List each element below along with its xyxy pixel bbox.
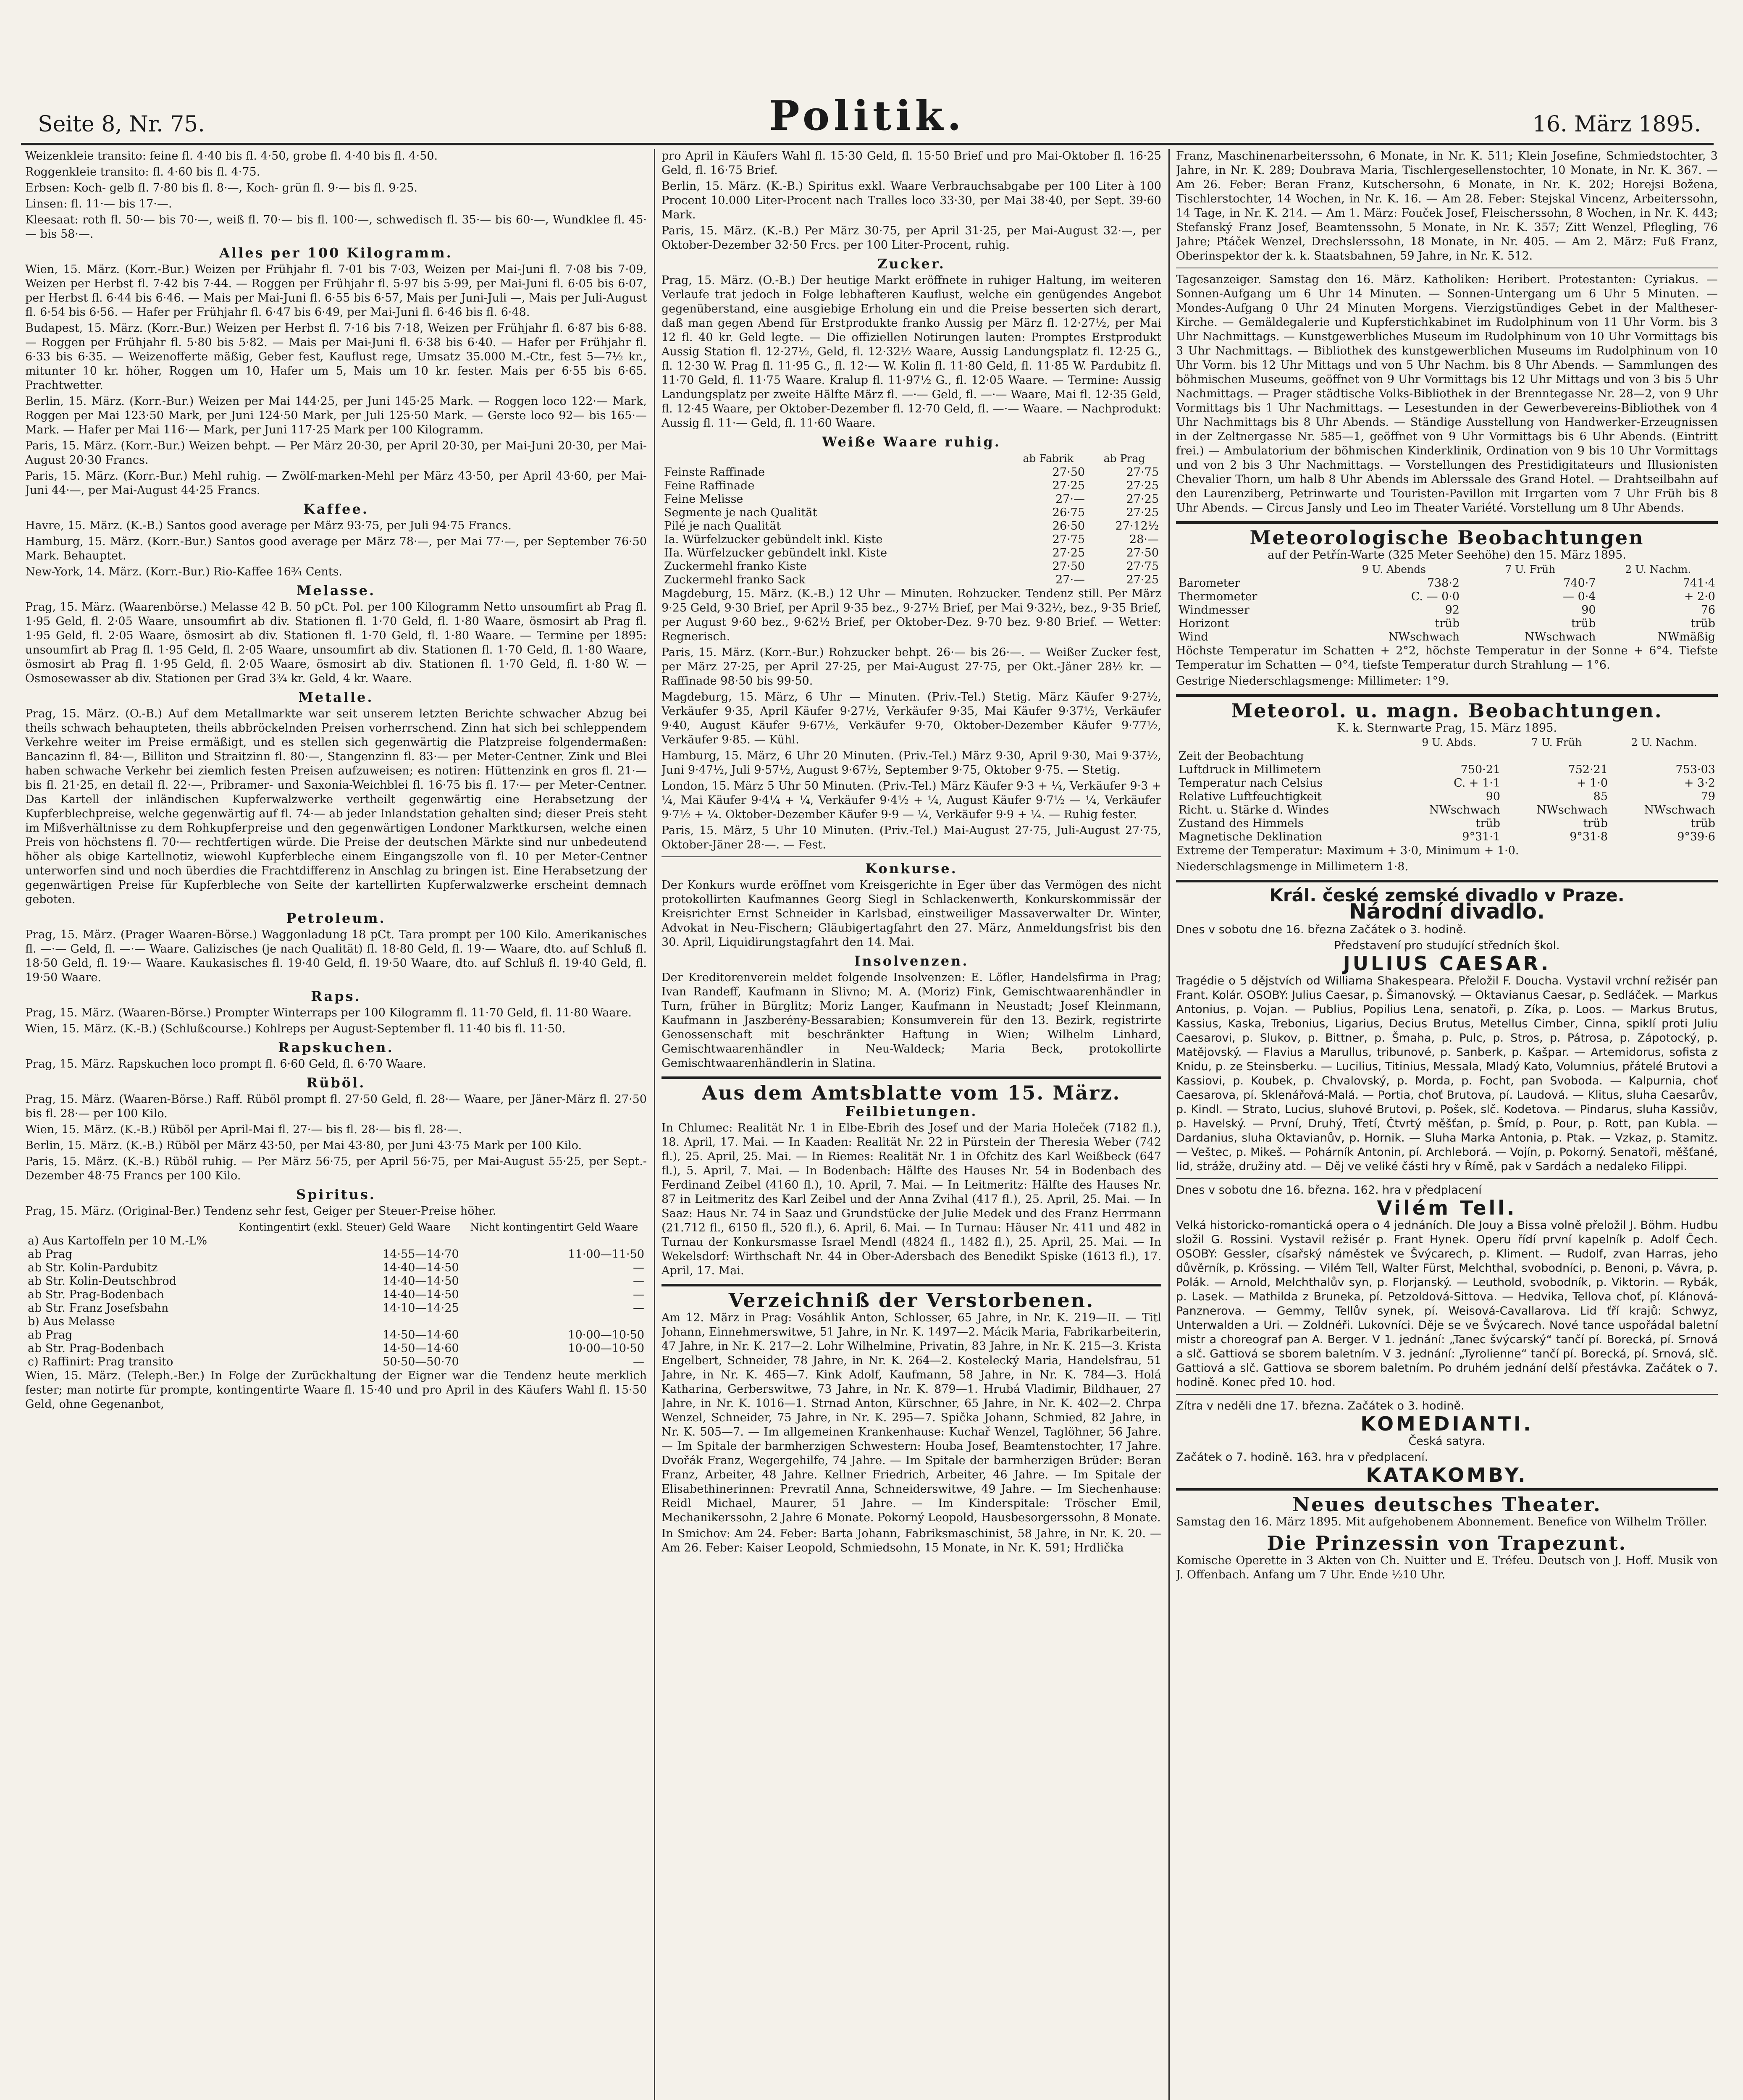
cell-value: 10·00—10·50 [568,1328,644,1341]
section-heading: Weiße Waare ruhig. [822,434,1001,450]
divider [1176,521,1718,524]
section-heading: Meteorologische Beobachtungen [1250,526,1644,549]
table-row [25,1315,647,1328]
table-row [1176,817,1718,830]
paragraph: Prag, 15. März. (O.-B.) Auf dem Metallmarkte war seit unserem letzten Berichte schwacher Abzug bei theils schwach behaupteten, theils abbröckelnden Preisen vorherrschend. Zinn hat sich bei schleppendem Verkehre weiter im Preise ermäßigt, und es stellen sich gegenwärtig die Platzpreise folgendermaßen: Bancazinn fl. 84·—, Billiton und Straitzinn fl. 80·—, Stangenzinn fl. 83·— per Meter-Centner. Zink und Blei haben schwache Verkehr bei ziemlich festen Preisen aufzuweisen; es notiren: Hüttenzink en gros fl. 21·— bis fl. 21·25, en detail fl. 22·—, Pribramer- und Saxonia-Weichblei fl. 16·75 bis fl. 17·— per Meter-Centner. Das Kartell der inländischen Kupferwalzwerke vertheilt gegenwärtig eine Herabsetzung der Kupferblechpreise, welche gegenwärtig auf fl. 74·— ab jeder Inlandstation gehalten sind; dieser Preis steht im Mißverhältnisse zu dem Rohkupferpreise und den gegenwärtigen Londoner Marktkursen, welche einen Preis von höchstens fl. 70·— rechtfertigen würde. Die Preise der deutschen Märkte sind nur unbedeutend höher als obige Kartellnotiz, wiewohl Kupferbleche einem Eingangszolle von fl. 10 per Meter-Centner unterworfen sind und noch überdies die Frachtdifferenz in Anschlag zu bringen ist. Eine Herabsetzung der gegenwärtigen Preise für Kupferbleche von Seite der kartellirten Kupferwalzwerke erscheint demnach geboten. [25,707,647,906]
paragraph: Budapest, 15. März. (Korr.-Bur.) Weizen per Herbst fl. 7·16 bis 7·18, Weizen per Frühjahr fl. 6·87 bis 6·88. — Roggen per Frühjahr fl. 5·80 bis 5·82. — Mais per Mai-Juni fl. 6·38 bis 6·40. — Hafer per Frühjahr fl. 6·33 bis 6·35. — Weizenofferte mäßig, Geber fest, Kauflust rege, Umsatz 35.000 M.-Ctr., fest 5—7½ kr., mitunter 10 kr. höher, Roggen um 10, Hafer um 5, Mais um 10 kr. fester. Mais per 6·55 bis 6·65. Prachtwetter. [25,322,647,392]
paragraph: Velká historicko-romantická opera o 4 jednáních. Dle Jouy a Bissa volně přeložil J. Böhm. Hudbu složil G. Rossini. Vystavil režisér p. Frant Hynek. Operu řídí první kapelník p. Adolf Čech. OSOBY: Gessler, císařský náměstek ve Švýcarech, p. Kliment. — Rudolf, zvan Harras, jeho důvěrník, p. Krössing. — Vilém Tell, Walter Fürst, Melchthal, svobodníci, p. Benoni, p. Vávra, p. Polák. — Arnold, Melchthalův syn, p. Florjanský. — Leuthold, svobodník, p. Viktorin. — Rybák, p. Lasek. — Mathilda z Bruneka, pí. Petzoldová-Sittova. — Hedvika, Tellova choť, pí. Klánová-Panznerova. — Gemmy, Tellův synek, pí. Weisová-Cavallarova. Lid ťří krajů: Schwyz, Unterwalden a Uri. — Zoldnéři. Lukovníci. Děje se ve Švýcarech. Nové tance uspořádal baletní mistr a choreograf pan A. Berger. V 1. jednání: „Tanec švýcarský“ tančí pí. Borecká, pí. Srnová a slč. Gattiová se sborem baletním. V 3. jednání: „Tyrolienne“ tančí pí. Borecká, pí. Srnová, slč. Gattiová a slč. Gattiova se sborem baletním. Po druhém jednání delší přestávka. Začátek o 7. hodině. Konec před 10. hod. [1176,1219,1718,1389]
table-row [25,1275,647,1288]
play-title: KATAKOMBY. [1366,1464,1528,1486]
theater-heading: Neues deutsches Theater. [1292,1493,1601,1516]
section-heading: Melasse. [296,583,376,598]
paragraph: Prag, 15. März. (Original-Ber.) Tendenz sehr fest, Geiger per Steuer-Preise höher. [25,1205,496,1218]
cell-value: 76 [1701,604,1715,617]
table-body [1176,750,1718,844]
table-row [25,1288,647,1302]
cell-value [1395,750,1503,763]
table-header-row [25,1220,647,1234]
cell-value: NWschwach [1644,803,1715,816]
cell-value: 27·25 [1126,479,1159,492]
meteo2-table [1176,735,1718,844]
row-label: Zuckermehl franko Sack [664,573,806,586]
cell-value: 28·— [1129,533,1159,546]
row-label: c) Raffinirt: Prag transito [28,1355,173,1368]
cell-value: 9°31·1 [1462,830,1501,843]
cell-value: 27·25 [1126,573,1159,586]
paragraph: Představení pro studující středních škol. [1334,939,1560,952]
section-heading: Alles per 100 Kilogramm. [219,245,453,261]
cell-value: NWschwach [1525,630,1596,643]
cell-value: 9°39·6 [1677,830,1715,843]
cell-value: trüb [1475,817,1501,830]
subheading: K. k. Sternwarte Prag, 15. März 1895. [1337,722,1557,735]
section-heading: Aus dem Amtsblatte vom 15. März. [702,1082,1121,1104]
table-row [25,1261,647,1275]
cell-value: 9°31·8 [1570,830,1608,843]
play-title: KOMEDIANTI. [1360,1412,1533,1435]
paragraph: Havre, 15. März. (K.-B.) Santos good average per März 93·75, per Juli 94·75 Francs. [25,519,512,532]
paragraph: Wien, 15. März. (K.-B.) (Schlußcourse.) Kohlreps per August-September fl. 11·40 bis fl. 11·50. [25,1022,566,1035]
cell-value: + 2·0 [1684,590,1715,603]
column-header: 7 U. Früh [1505,563,1556,575]
table-body [1176,577,1718,644]
paragraph: Paris, 15. März. (Korr.-Bur.) Mehl ruhig. — Zwölf-marken-Mehl per März 43·50, per April 43·60, per Mai-Juni 44·—, per Mai-August 44·25 Francs. [25,470,647,497]
paragraph: Berlin, 15. März. (Korr.-Bur.) Weizen per Mai 144·25, per Juni 145·25 Mark. — Roggen loco 122·— Mark, Roggen per Mai 123·50 Mark, per Juni 124·50 Mark, per Juli 125·50 Mark. — Gerste loco 92— bis 165·— Mark. — Hafer per Mai 116·— Mark, per Juni 117·25 Mark per 100 Kilogramm. [25,395,647,436]
cell-value: 11·00—11·50 [568,1248,644,1261]
cell-value: 14·55—14·70 [383,1248,459,1261]
paragraph: Magdeburg, 15. März, 6 Uhr — Minuten. (Priv.-Tel.) Stetig. März Käufer 9·27½, Verkäufer 9·35, April Käufer 9·27½, Verkäufer 9·35, Mai Käufer 9·37½, Verkäufer 9·40, August Käufer 9·67½, Verkäufer 9·70, Oktober-Dezember Käufer 9·77½, Verkäufer 9·85. — Kühl. [662,690,1161,746]
cell-value [228,1234,462,1248]
paragraph: Hamburg, 15. März. (Korr.-Bur.) Santos good average per März 78·—, per Mai 77·—, per September 76·50 Mark. Behauptet. [25,535,647,562]
row-label: Feinste Raffinade [664,466,765,479]
cell-value: 14·50—14·60 [383,1328,459,1341]
row-label: Zustand des Himmels [1179,817,1304,830]
row-label: ab Str. Kolin-Pardubitz [28,1261,158,1274]
paragraph: Weizenkleie transito: feine fl. 4·40 bis fl. 4·50, grobe fl. 4·40 bis fl. 4·50. [25,150,438,163]
section-title: Politik. [769,92,966,139]
cell-value [228,1315,462,1328]
table-row [662,520,1161,533]
cell-value: 738·2 [1427,577,1460,590]
row-label: Thermometer [1179,590,1257,603]
sugar-price-table [662,452,1161,587]
divider [1176,1488,1718,1491]
table-row [1176,604,1718,617]
section-heading: Metalle. [298,689,374,705]
cell-value: NWschwach [1388,630,1460,643]
cell-value: 14·10—14·25 [383,1302,459,1315]
cell-value: — [633,1275,644,1288]
cell-value: 79 [1701,790,1715,803]
cell-value: 27·50 [1052,560,1085,573]
row-label: Horizont [1179,617,1229,630]
row-label: Magnetische Deklination [1179,830,1323,843]
cell-value: 27·12½ [1115,520,1159,533]
paragraph: Zítra v neděli dne 17. března. Začátek o 3. hodině. [1176,1399,1465,1412]
meteo-table [1176,562,1718,644]
paragraph: Hamburg, 15. März, 6 Uhr 20 Minuten. (Priv.-Tel.) März 9·30, April 9·30, Mai 9·37½, Juni 9·47½, Juli 9·57½, August 9·67½, September 9·75, Oktober 9·75. — Stetig. [662,749,1161,777]
cell-value: 10·00—10·50 [568,1342,644,1355]
paragraph: pro April in Käufers Wahl fl. 15·30 Geld, fl. 15·50 Brief und pro Mai-Oktober fl. 16·25 Geld, fl. 16·75 Brief. [662,150,1161,177]
table-row [1176,590,1718,604]
cell-value: trüb [1690,817,1715,830]
paragraph: London, 15. März 5 Uhr 50 Minuten. (Priv.-Tel.) März Käufer 9·3 + ¼, Verkäufer 9·3 + ¼, Mai Käufer 9·4¼ + ¼, Verkäufer 9·4½ + ¼, August Käufer 9·7½ — ¼, Verkäufer 9·7½ + ¼. Oktober-Dezember Käufer 9·9 — ¼, Verkäufer 9·9 + ¼. — Ruhig fester. [662,780,1161,821]
paragraph: Magdeburg, 15. März. (K.-B.) 12 Uhr — Minuten. Rohzucker. Tendenz still. Per März 9·25 Geld, 9·30 Brief, per April 9·35 bez., 9·27½ Brief, per Mai 9·32½, bez., 9·35 Brief, per August 9·60 bez., 9·62½ Brief, per Oktober-Dez. 9·70 bez. 9·80 Brief. — Wetter: Regnerisch. [662,587,1161,643]
row-label: ab Str. Prag-Bodenbach [28,1288,164,1301]
column-header: 7 U. Früh [1531,736,1582,748]
paragraph: Berlin, 15. März. (K.-B.) Rüböl per März 43·50, per Mai 43·80, per Juni 43·75 Mark per 100 Kilo. [25,1139,582,1152]
play-title: JULIUS CAESAR. [1343,952,1551,975]
cell-value: — [633,1288,644,1301]
cell-value: NWschwach [1536,803,1608,816]
table-row [1176,777,1718,790]
table-row [662,533,1161,546]
cell-value: 92 [1445,604,1460,617]
paragraph: In Chlumec: Realität Nr. 1 in Elbe-Ebrih des Josef und der Maria Holeček (7182 fl.), 18. April, 17. Mai. — In Kaaden: Realität Nr. 22 in Pürstein der Theresia Weber (742 fl.), 25. April, 25. Mai. — In Riemes: Realität Nr. 1 in Ofchitz des Karl Weißbeck (647 fl.), 5. April, 7. Mai. — In Bodenbach: Hälfte des Hauses Nr. 54 in Bodenbach des Ferdinand Zeibel (4160 fl.), 10. April, 7. Mai. — In Leitmeritz: Hälfte des Hauses Nr. 87 in Leitmeritz des Karl Zeibel und der Anna Zvihal (417 fl.), 25. April, 25. Mai. — In Saaz: Haus Nr. 74 in Saaz und Grundstücke der Julie Medek und des Franz Herrmann (21.712 fl., 6150 fl., 520 fl.), 6. April, 6. Mai. — In Turnau: Häuser Nr. 411 und 482 in Turnau der Konkursmasse Israel Mendl (4824 fl., 1482 fl.), 25. April, 25. Mai. — In Wekelsdorf: Wirthschaft Nr. 44 in Ober-Adersbach des Benedikt Spiske (1613 fl.), 17. April, 17. Mai. [662,1121,1161,1277]
divider [1176,880,1718,882]
paragraph: Paris, 15. März. (Korr.-Bur.) Rohzucker behpt. 26·— bis 26·—. — Weißer Zucker fest, per März 27·25, per April 27·25, per Mai-August 27·75, per Okt.-Jäner 28½ kr. — Raffinade 98·50 bis 99·50. [662,646,1161,688]
cell-value: 14·40—14·50 [383,1261,459,1274]
row-label: Barometer [1179,577,1240,590]
divider [1176,1178,1718,1179]
paragraph: Dnes v sobotu dne 16. března. 162. hra v předplacení [1176,1184,1482,1197]
page-header [21,92,1714,145]
cell-value: + 3·2 [1684,777,1715,790]
table-row [1176,577,1718,590]
theater-heading: Král. české zemské divadlo v Praze. [1269,885,1625,906]
column-header: ab Prag [1103,452,1145,465]
cell-value: 27·25 [1052,546,1085,559]
section-heading: Meteorol. u. magn. Beobachtungen. [1231,699,1663,722]
row-label: IIa. Würfelzucker gebündelt inkl. Kiste [664,546,887,559]
paragraph: Prag, 15. März. (Prager Waaren-Börse.) Waggonladung 18 pCt. Tara prompt per 100 Kilo. Amerikanisches fl. —·— Geld, fl. —·— Waare. Galizisches (je nach Qualität) fl. 18·80 Geld, fl. 19·— Waare, dto. auf Schluß fl. 18·50 Geld, fl. 19·— Waare. Kaukasisches fl. 19·40 Geld, fl. 19·50 Waare, dto. auf Schluß fl. 19·40 Geld, fl. 19·50 Waare. [25,928,647,984]
row-label: ab Str. Prag-Bodenbach [28,1342,164,1355]
divider [662,1284,1161,1286]
column-1 [25,149,647,2100]
issue-date: 16. März 1895. [1532,112,1701,137]
table-row [25,1342,647,1355]
cell-value: 740·7 [1563,577,1596,590]
column-header: 2 U. Nachm. [1631,736,1697,748]
cell-value: 27·— [1055,573,1085,586]
paragraph: Wien, 15. März. (K.-B.) Rüböl per April-Mai fl. 27·— bis fl. 28·— bis fl. 28·—. [25,1123,462,1136]
table-row [1176,617,1718,630]
cell-value: trüb [1571,617,1596,630]
column-header: 9 U. Abends [1362,563,1426,575]
table-row [25,1302,647,1315]
paragraph: Wien, 15. März. (Teleph.-Ber.) In Folge der Zurückhaltung der Eigner war die Tendenz heute merklich fester; man notirte für prompte, kontingentirte Waare fl. 15·40 und pro April in des Käufers Wahl fl. 15·50 Geld, ohne Gegenanbot, [25,1369,647,1411]
paragraph: In Smichov: Am 24. Feber: Barta Johann, Fabriksmaschinist, 58 Jahre, in Nr. K. 20. — Am 26. Feber: Kaiser Leopold, Schmiedsohn, 15 Monate, in Nr. K. 591; Hrdlička [662,1527,1161,1554]
paragraph: Höchste Temperatur im Schatten + 2°2, höchste Temperatur in der Sonne + 6°4. Tiefste Temperatur im Schatten — 0°4, tiefste Temperatur durch Strahlung — 1°6. [1176,644,1718,672]
column-header: 2 U. Nachm. [1625,563,1691,575]
column-header: ab Fabrik [1023,452,1074,465]
table-row [1176,763,1718,777]
paragraph: Wien, 15. März. (Korr.-Bur.) Weizen per Frühjahr fl. 7·01 bis 7·03, Weizen per Mai-Juni fl. 7·08 bis 7·09, Weizen per Herbst fl. 7·42 bis 7·44. — Roggen per Frühjahr fl. 5·97 bis 5·99, per Mai-Juni fl. 6·05 bis 6·07, per Herbst fl. 6·44 bis 6·46. — Mais per Mai-Juni fl. 6·55 bis 6·57, Mais per Juni-Juli —, Mais per Juli-August fl. 6·54 bis 6·56. — Hafer per Frühjahr fl. 6·47 bis 6·49, per Mai-Juni fl. 6·46 bis fl. 6·48. [25,263,647,319]
section-heading: Insolvenzen. [854,953,969,969]
table-row [25,1248,647,1261]
cell-value: 27·75 [1126,560,1159,573]
cell-value: C. + 1·1 [1454,777,1501,790]
cell-value: trüb [1435,617,1460,630]
divider [662,856,1161,857]
row-label: Feine Raffinade [664,479,755,492]
row-label: Richt. u. Stärke d. Windes [1179,803,1329,816]
cell-value: 26·50 [1052,520,1085,533]
column-2 [662,149,1161,2100]
paragraph: Am 12. März in Prag: Vosáhlik Anton, Schlosser, 65 Jahre, in Nr. K. 219—II. — Titl Johann, Einnehmerswitwe, 51 Jahre, in Nr. K. 1497—2. Mácik Maria, Fabrikarbeiterin, 47 Jahre, in Nr. K. 217—2. Lohr Wilhelmine, Privatin, 83 Jahre, in Nr. K. 215—3. Krista Engelbert, Schneider, 78 Jahre, in Nr. K. 264—2. Kostelecký Maria, Handelsfrau, 51 Jahre, in Nr. K. 465—7. Kink Adolf, Kaufmann, 58 Jahre, in Nr. K. 784—3. Holá Katharina, Gerberswitwe, 73 Jahre, in Nr. K. 879—1. Hrubá Vladimir, Bildhauer, 27 Jahre, in Nr. K. 1016—1. Strnad Anton, Kürschner, 65 Jahre, in Nr. K. 402—2. Chrpa Wenzel, Schneider, 75 Jahre, in Nr. K. 295—7. Spička Johann, Schmied, 82 Jahre, in Nr. K. 505—7. — Im allgemeinen Krankenhause: Kuchař Wenzel, Taglöhner, 56 Jahre. — Im Spitale der barmherzigen Schwestern: Houba Josef, Beamtenstochter, 17 Jahre. Dvořák Franz, Wegergehilfe, 74 Jahre. — Im Spitale der barmherzigen Brüder: Beran Franz, Arbeiter, 48 Jahre. Kellner Friedrich, Arbeiter, 46 Jahre. — Im Spitale der Elisabethinerinnen: Prevratil Anna, Schneiderswitwe, 49 Jahre. — Im Siechenhause: Reidl Michael, Maurer, 51 Jahre. — Im Kinderspitale: Tröscher Emil, Mechanikerssohn, 2 Jahre 6 Monate. Pokorný Leopold, Hausbesorgerssohn, 8 Monate. [662,1311,1161,1524]
cell-value: — [633,1302,644,1315]
cell-value [462,1234,647,1248]
row-label: Zeit der Beobachtung [1179,750,1304,763]
cell-value: 27·25 [1126,493,1159,506]
row-label: Luftdruck in Millimetern [1179,763,1321,776]
table-row [662,573,1161,587]
cell-value: 14·50—14·60 [383,1342,459,1355]
cell-value: 90 [1486,790,1501,803]
cell-value: 741·4 [1683,577,1715,590]
row-label: b) Aus Melasse [28,1315,115,1328]
cell-value: 14·40—14·50 [383,1288,459,1301]
spiritus-price-table [25,1220,647,1369]
theater-name: Národní divadlo. [1349,899,1545,924]
table-header-row [1176,562,1718,577]
cell-value [1503,750,1610,763]
cell-value: 26·75 [1052,506,1085,519]
paragraph: Linsen: fl. 11·— bis 17·—. [25,197,172,210]
paragraph: Niederschlagsmenge in Millimetern 1·8. [1176,860,1409,873]
cell-value: 752·21 [1568,763,1608,776]
table-row [1176,830,1718,844]
table-body [25,1234,647,1369]
cell-value: 27·50 [1126,546,1159,559]
paragraph: Erbsen: Koch- gelb fl. 7·80 bis fl. 8·—, Koch- grün fl. 9·— bis fl. 9·25. [25,181,418,194]
cell-value: 750·21 [1460,763,1501,776]
cell-value: 27·25 [1052,479,1085,492]
row-label: Segmente je nach Qualität [664,506,817,519]
section-heading: Rapskuchen. [278,1040,394,1055]
row-label: ab Prag [28,1248,73,1261]
cell-value: 90 [1581,604,1596,617]
paragraph: Prag, 15. März. (O.-B.) Der heutige Markt eröffnete in ruhiger Haltung, im weiteren Verlaufe trat jedoch in Folge lebhafteren Kauflust, welche ein genügendes Angebot gegenüberstand, eine ausgiebige Erholung ein und die Preise besserten sich derart, daß man gegen Abend für Erstprodukte franko Aussig per März fl. 12·27½, per Mai 12 fl. 40 kr. Geld legte. — Die offiziellen Notirungen lauten: Promptes Erstprodukt Aussig Station fl. 12·27½, Geld, fl. 12·32½ Waare, Aussig Landungsplatz fl. 12·25 G., fl. 12·30 W. Prag fl. 11·95 G., fl. 12·— W. Kolin fl. 11·80 Geld, fl. 11·85 W. Pardubitz fl. 11·70 Geld, fl. 11·75 Waare. Kralup fl. 11·97½ G., fl. 12·05 Waare. — Termine: Aussig Landungsplatz per zweite Hälfte März fl. —·— Geld, fl. —·— Waare, Mai fl. 12·35 Geld, fl. 12·45 Waare, per Oktober-Dezember fl. 12·70 Geld, fl. —·— Waare. — Nachprodukt: Aussig fl. 11·— Geld, fl. 11·60 Waare. [662,274,1161,430]
paragraph: Paris, 15. März. (K.-B.) Rüböl ruhig. — Per März 56·75, per April 56·75, per Mai-August 55·25, per Sept.-Dezember 48·75 Francs per 100 Kilo. [25,1155,647,1182]
paragraph: Berlin, 15. März. (K.-B.) Spiritus exkl. Waare Verbrauchsabgabe per 100 Liter à 100 Procent 10.000 Liter-Procent nach Tralles loco 33·30, per Mai 38·40, per Sept. 39·60 Mark. [662,180,1161,221]
section-heading: Verzeichniß der Verstorbenen. [728,1289,1095,1312]
paragraph: Prag, 15. März. (Waaren-Börse.) Raff. Rüböl prompt fl. 27·50 Geld, fl. 28·— Waare, per Jäner-März fl. 27·50 bis fl. 28·— per 100 Kilo. [25,1093,647,1120]
row-label: Windmesser [1179,604,1250,617]
cell-value: 753·03 [1675,763,1715,776]
cell-value: — 0·4 [1563,590,1596,603]
paragraph: Der Kreditorenverein meldet folgende Insolvenzen: E. Löfler, Handelsfirma in Prag; Ivan Randeff, Kaufmann in Slivno; M. A. (Moriz) Fink, Gemischtwaarenhändler in Turn, früher in Bürglitz; Moriz Langer, Kaufmann in Neustadt; Josef Kleinmann, Kaufmann in Jaszberény-Bessarabien; Konsumverein für den 13. Bezirk, registrirte Genossenschaft mit beschränkter Haftung in Wien; Wilhelm Linhard, Gemischtwaarenhändler in Neu-Waldeck; Maria Beck, protokollirte Gemischtwaarenhändlerin in Slatina. [662,971,1161,1070]
row-label: Feine Melisse [664,493,743,506]
paragraph: Roggenkleie transito: fl. 4·60 bis fl. 4·75. [25,165,260,178]
section-heading: Spiritus. [296,1186,376,1202]
cell-value: trüb [1583,817,1608,830]
paragraph: Česká satyra. [1408,1435,1486,1448]
paragraph: Samstag den 16. März 1895. Mit aufgehobenem Abonnement. Benefice von Wilhelm Tröller. [1176,1515,1707,1528]
paragraph: Paris, 15. März, 5 Uhr 10 Minuten. (Priv.-Tel.) Mai-August 27·75, Juli-August 27·75, Oktober-Jäner 28·—. — Fest. [662,824,1161,851]
cell-value: 27·50 [1052,466,1085,479]
section-heading: Feilbietungen. [845,1103,978,1119]
paragraph: Dnes v sobotu dne 16. března Začátek o 3. hodině. [1176,923,1467,936]
section-heading: Raps. [311,988,361,1004]
cell-value [1610,750,1718,763]
paragraph: Franz, Maschinenarbeiterssohn, 6 Monate, in Nr. K. 511; Klein Josefine, Schmiedstochter, 3 Jahre, in Nr. K. 289; Doubrava Maria, Tischlergesellenstochter, 10 Monate, in Nr. K. 367. — Am 26. Feber: Beran Franz, Kutschersohn, 6 Monate, in Nr. K. 202; Horejsi Božena, Tischlerstochter, 14 Wochen, in Nr. K. 16. — Am 28. Feber: Stejskal Vincenz, Arbeiterssohn, 14 Tage, in Nr. K. 214. — Am 1. März: Fouček Josef, Fleischerssohn, 8 Wochen, in Nr. K. 443; Stefanský Franz Josef, Beamtenssohn, 5 Monate, in Nr. K. 357; Zitt Wenzel, Pflegling, 76 Jahre; Ptáček Wenzel, Drechslerssohn, 18 Monate, in Nr. 405. — Am 2. März: Fuß Franz, Oberinspektor der k. k. Staatsbahnen, 59 Jahre, in Nr. K. 512. [1176,150,1718,262]
table-row [1176,750,1718,763]
cell-value: + 1·0 [1576,777,1608,790]
play-title: Die Prinzessin von Trapezunt. [1267,1532,1627,1554]
paragraph: Paris, 15. März. (Korr.-Bur.) Weizen behpt. — Per März 20·30, per April 20·30, per Mai-Juni 20·30, per Mai-August 20·30 Francs. [25,439,647,467]
row-label: Relative Luftfeuchtigkeit [1179,790,1322,803]
table-row [25,1328,647,1342]
paragraph: Gestrige Niederschlagsmenge: Millimeter: 1°9. [1176,675,1449,688]
row-label: a) Aus Kartoffeln per 10 M.-L% [28,1234,207,1247]
paragraph: Prag, 15. März. (Waarenbörse.) Melasse 42 B. 50 pCt. Pol. per 100 Kilogramm Netto unsoumfirt ab Prag fl. 1·95 Geld, fl. 2·05 Waare, unsoumfirt ab div. Stationen fl. 1·70 Geld, fl. 1·80 Waare, ösmosirt ab Prag fl. 1·95 Geld, fl. 2·05 Waare, ösmosirt ab div. Stationen fl. 1·70 Geld, fl. 1·80 Waare. — Termine per 1895: unsoumfirt ab Prag fl. 1·95 Geld, fl. 2·05 Waare, unsoumfirt ab div. Stationen fl. 1·70 Geld, fl. 1·80 Waare, ösmosirt ab Prag fl. 1·95 Geld, fl. 2·05 Waare, ösmosirt ab div. Stationen fl. 1·70 Geld, fl. 1·80 W. — Osmosewasser ab div. Stationen per Grad 3¾ kr. Geld, 4 kr. Waare. [25,601,647,685]
divider [662,1076,1161,1079]
paragraph: Der Konkurs wurde eröffnet vom Kreisgerichte in Eger über das Vermögen des nicht protokollirten Kaufmannes Georg Siegl in Schlackenwerth, Konkurskommissär der Kreisrichter Ernst Schneider in Karlsbad, einstweiliger Massaverwalter Dr. Winter, Advokat in Neu-Fischern; Gläubigertagfahrt den 27. März, Anmeldungsfrist bis den 30. April, Liquidirungstagfahrt den 14. Mai. [662,879,1161,949]
cell-value: C. — 0·0 [1411,590,1460,603]
table-row [25,1355,647,1369]
paragraph: Paris, 15. März. (K.-B.) Per März 30·75, per April 31·25, per Mai-August 32·—, per Oktober-Dezember 32·50 Frcs. per 100 Liter-Procent, ruhig. [662,224,1161,252]
table-row [662,506,1161,520]
section-heading: Petroleum. [286,910,386,926]
row-label: Zuckermehl franko Kiste [664,560,807,573]
divider [1176,1394,1718,1395]
column-header: Kontingentirt (exkl. Steuer) Geld Waare [238,1221,451,1233]
paragraph: Prag, 15. März. (Waaren-Börse.) Prompter Winterraps per 100 Kilogramm fl. 11·70 Geld, fl. 11·80 Waare. [25,1006,632,1019]
table-row [662,493,1161,506]
section-heading: Rüböl. [306,1075,366,1091]
section-heading: Kaffee. [303,501,369,517]
table-row [25,1234,647,1248]
cell-value: 27·75 [1052,533,1085,546]
newspaper-page [13,0,1730,2100]
table-header-row [1176,735,1718,750]
column-header: 9 U. Abds. [1422,736,1476,748]
row-label: Pilé je nach Qualität [664,520,781,533]
column-3 [1176,149,1718,2100]
cell-value: — [633,1261,644,1274]
paragraph: Prag, 15. März. Rapskuchen loco prompt fl. 6·60 Geld, fl. 6·70 Waare. [25,1058,426,1071]
section-heading: Zucker. [877,256,945,272]
table-row [662,479,1161,493]
table-row [662,560,1161,573]
row-label: ab Str. Kolin-Deutschbrod [28,1275,176,1288]
cell-value: 85 [1593,790,1608,803]
table-row [1176,790,1718,803]
row-label: Temperatur nach Celsius [1179,777,1323,790]
column-header: Nicht kontingentirt Geld Waare [470,1221,638,1233]
divider [1176,694,1718,697]
column-rule [654,149,655,2100]
row-label: ab Prag [28,1328,73,1341]
cell-value: — [633,1355,644,1368]
subheading: auf der Petřín-Warte (325 Meter Seehöhe) den 15. März 1895. [1268,549,1626,562]
column-rule [1168,149,1170,2100]
cell-value: NWmäßig [1657,630,1715,643]
play-title: Vilém Tell. [1377,1197,1517,1219]
row-label: Ia. Würfelzucker gebündelt inkl. Kiste [664,533,883,546]
cell-value [462,1315,647,1328]
cell-value: trüb [1690,617,1715,630]
paragraph: Extreme der Temperatur: Maximum + 3·0, Minimum + 1·0. [1176,844,1519,857]
paragraph: Komische Operette in 3 Akten von Ch. Nuitter und E. Tréfeu. Deutsch von J. Hoff. Musik von J. Offenbach. Anfang um 7 Uhr. Ende ½10 Uhr. [1176,1554,1718,1581]
row-label: Wind [1179,630,1208,643]
paragraph: Kleesaat: roth fl. 50·— bis 70·—, weiß fl. 70·— bis fl. 100·—, schwedisch fl. 35·— bis 60·—, Wundklee fl. 45·— bis 58·—. [25,213,647,241]
cell-value: 27·25 [1126,506,1159,519]
paragraph: New-York, 14. März. (Korr.-Bur.) Rio-Kaffee 16¾ Cents. [25,565,343,578]
page-number: Seite 8, Nr. 75. [38,112,205,137]
cell-value: NWschwach [1429,803,1501,816]
table-header-row [662,452,1161,466]
table-row [1176,630,1718,644]
row-label: ab Str. Franz Josefsbahn [28,1302,169,1315]
paragraph: Tragédie o 5 dějstvích od Williama Shakespeara. Přeložil F. Doucha. Vystavil vrchní režisér pan Frant. Kolár. OSOBY: Julius Caesar, p. Šimanovský. — Oktavianus Caesar, p. Sedláček. — Markus Antonius, p. Vojan. — Publius, Popilius Lena, senatoři, p. Zíka, p. Loos. — Markus Brutus, Kassius, Kaska, Trebonius, Ligarius, Decius Brutus, Metellus Cimber, Cinna, spiklí proti Juliu Caesarovi, p. Slukov, p. Bittner, p. Šmaha, p. Pulc, p. Stros, p. Pátrosa, p. Zápotocký, p. Matějovský. — Flavius a Marullus, tribunové, p. Sanberk, p. Kašpar. — Artemidorus, sofista z Knidu, p. ze Steinsberku. — Lucilius, Titinius, Messala, Mladý Kato, Volumnius, přátelé Brutovi a Kassiovi, p. Koubek, p. Chvalovský, p. Morda, p. Focht, pan Svoboda. — Kalpurnia, choť Caesarova, pí. Sklenářová-Malá. — Portia, choť Brutova, pí. Laudová. — Klitus, sluha Caesarův, p. Kindl. — Strato, Lucius, sluhové Brutovi, p. Pošek, slč. Kodetova. — Pindarus, sluha Kassiův, p. Havelský. — První, Druhý, Třetí, Čtvrtý měšťan, p. Šmíd, p. Pour, p. Rott, pan Kubla. — Dardanius, sluha Oktavianův, p. Hornik. — Sluha Marka Antonia, p. Ptak. — Vzkaz, p. Stamitz. — Veštec, p. Mikeš. — Pohárník Antonin, pí. Archleborá. — Vojín, p. Pokorný. Senatoři, měšťané, lid, stráže, družiny atd. — Děj ve veliké části hry v Římě, pak v Sardách a nedaleko Filippi. [1176,974,1718,1173]
cell-value: 27·75 [1126,466,1159,479]
paragraph: Začátek o 7. hodině. 163. hra v předplacení. [1176,1451,1428,1464]
section-heading: Konkurse. [865,861,958,877]
cell-value: 27·— [1055,493,1085,506]
table-row [662,466,1161,479]
table-body [662,466,1161,587]
cell-value: 50·50—50·70 [383,1355,459,1368]
table-row [662,546,1161,560]
table-row [1176,803,1718,817]
cell-value: 14·40—14·50 [383,1275,459,1288]
paragraph: Tagesanzeiger. Samstag den 16. März. Katholiken: Heribert. Protestanten: Cyriakus. — Sonnen-Aufgang um 6 Uhr 14 Minuten. — Sonnen-Untergang um 6 Uhr 5 Minuten. — Mondes-Aufgang 0 Uhr 24 Minuten Morgens. Vierzigstündiges Gebet in der Maltheser-Kirche. — Gemäldegalerie und Kupferstichkabinet im Rudolphinum von 11 Uhr Vorm. bis 3 Uhr Nachmittags. — Kunstgewerbliches Museum im Rudolphinum von 10 Uhr Vormittags bis 3 Uhr Nachmittags. — Bibliothek des kunstgewerblichen Museums im Rudolphinum von 10 Uhr Vorm. bis 12 Uhr Mittags und von 5 Uhr Nachm. bis 8 Uhr Abends. — Sammlungen des böhmischen Museums, geöffnet von 9 Uhr Vormittags bis 12 Uhr Mittags und von 3 bis 5 Uhr Nachmittags. — Prager städtische Volks-Bibliothek in der Brenntegasse Nr. 28—2, von 9 Uhr Vormittags bis 1 Uhr Nachmittags. — Lesestunden in der Gewerbevereins-Bibliothek von 4 Uhr Nachmittags bis 8 Uhr Abends. — Ständige Ausstellung von Handwerker-Erzeugnissen in der Zeltnergasse Nr. 585—1, geöffnet von 9 Uhr Vormittags bis 6 Uhr Abends. (Eintritt frei.) — Ambulatorium der böhmischen Kinderklinik, Ordination von 9 bis 10 Uhr Vormittags und von 2 bis 3 Uhr Nachmittags. — Vorstellungen des Prestidigitateurs und Illusionisten Chevalier Thorn, um halb 8 Uhr Abends im Ablerssale des Grand Hotel. — Drahtseilbahn auf den Laurenziberg, Petrinwarte und Touristen-Pavillon mit Irrgarten vom 7 Uhr Früh bis 8 Uhr Abends. — Circus Jansly und Leo im Theater Variété. Vorstellung um 8 Uhr Abends. [1176,273,1718,514]
